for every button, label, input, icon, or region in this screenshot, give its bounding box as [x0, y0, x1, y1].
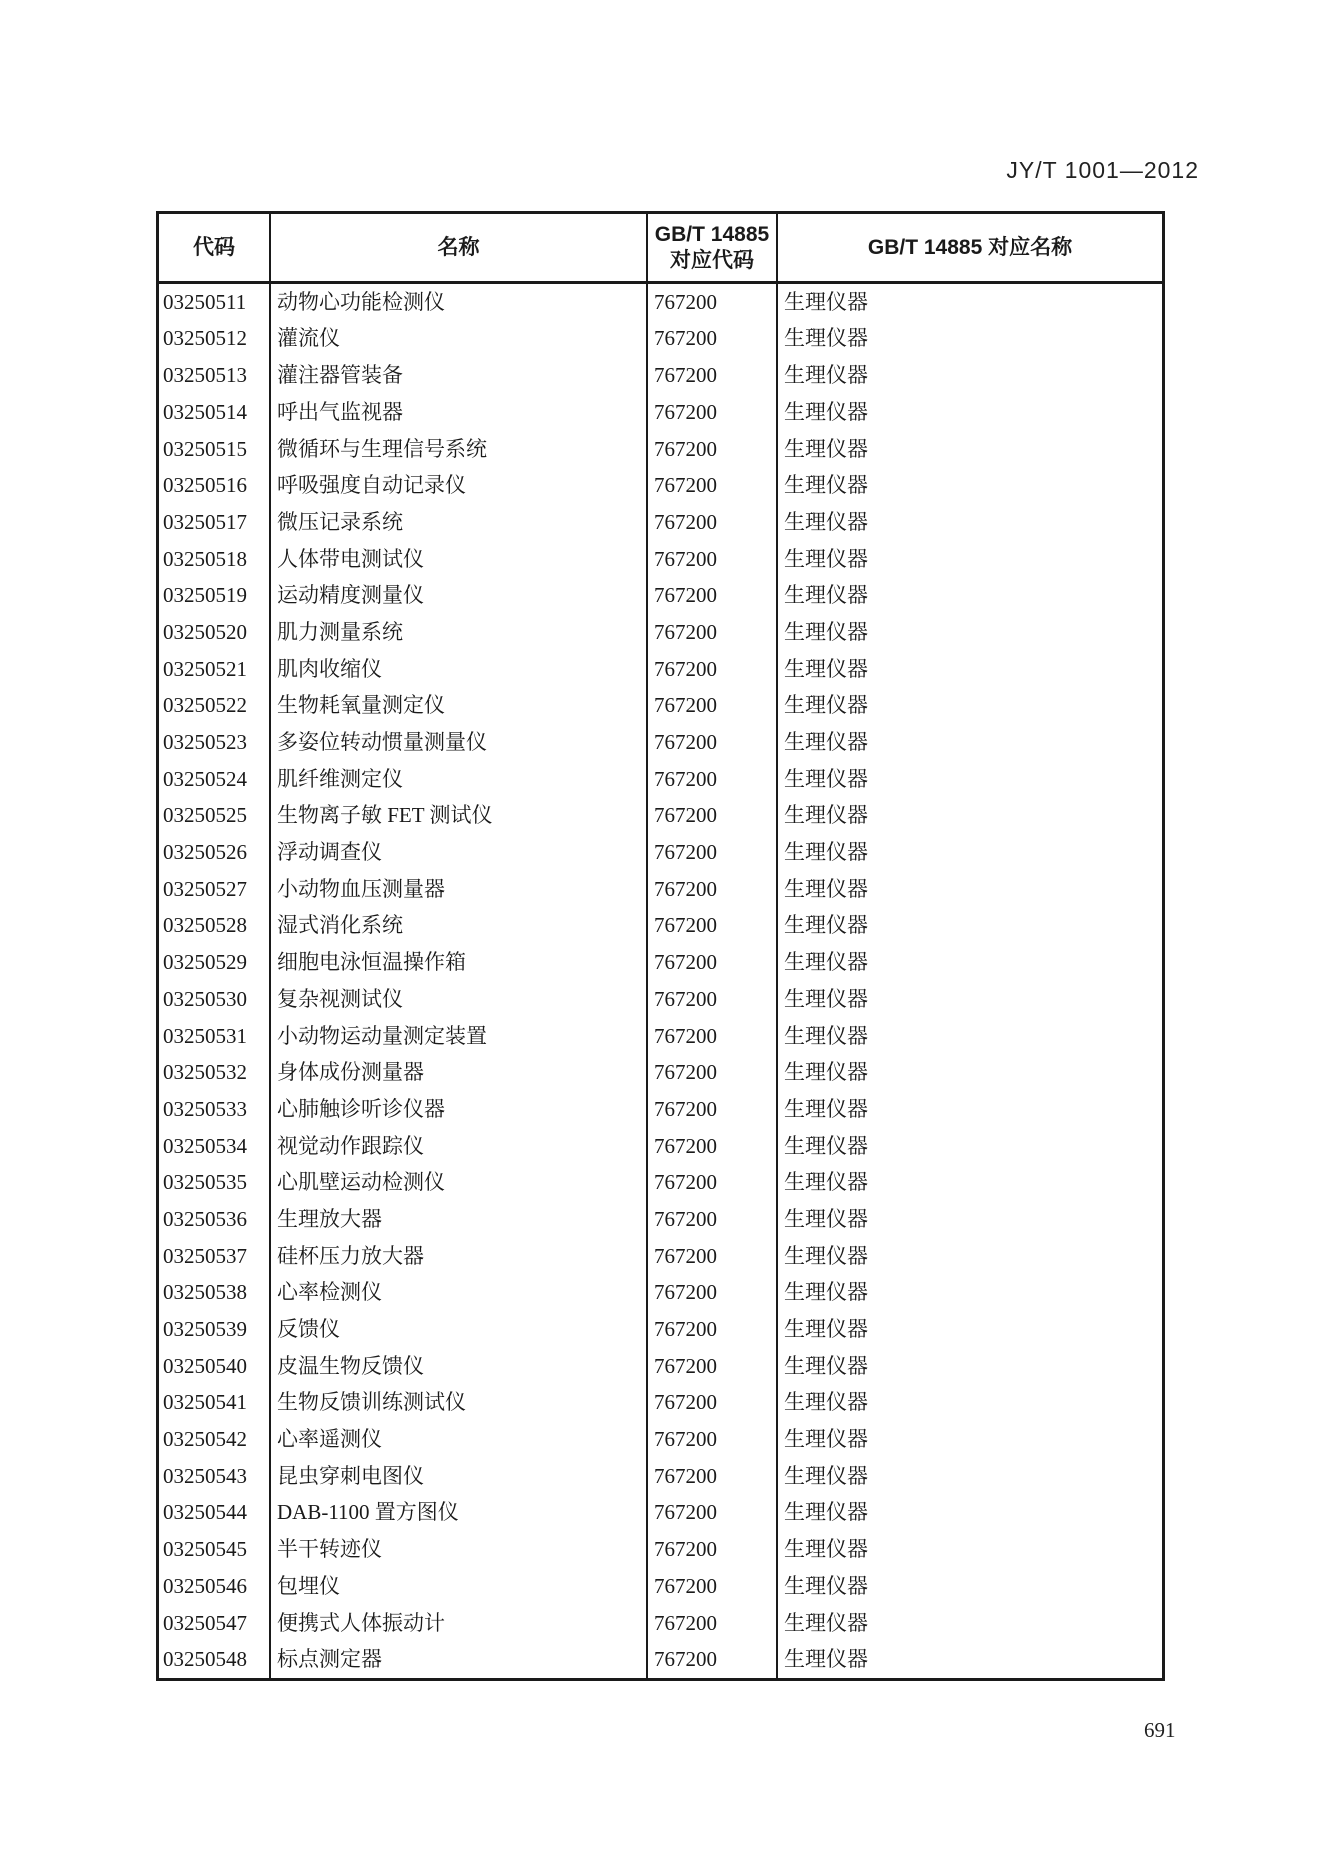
cell-gbt-name: 生理仪器	[776, 981, 1162, 1018]
cell-gbt-code: 767200	[646, 1421, 776, 1458]
cell-gbt-code: 767200	[646, 1165, 776, 1202]
cell-gbt-name: 生理仪器	[776, 908, 1162, 945]
cell-name: 标点测定器	[269, 1641, 646, 1678]
cell-code: 03250531	[163, 1023, 247, 1048]
cell-gbt-code: 767200	[646, 1641, 776, 1678]
code-mapping-table	[156, 211, 1165, 1681]
cell-gbt-name: 生理仪器	[776, 1605, 1162, 1642]
standard-number: JY/T 1001—2012	[1006, 157, 1199, 183]
cell-name: 微循环与生理信号系统	[269, 431, 646, 468]
cell-code: 03250530	[163, 986, 247, 1011]
cell-gbt-code: 767200	[646, 1385, 776, 1422]
cell-gbt-code: 767200	[646, 578, 776, 615]
header-code	[159, 214, 269, 284]
cell-name: 便携式人体振动计	[269, 1605, 646, 1642]
cell-name: 灌注器管装备	[269, 357, 646, 394]
cell-code: 03250515	[163, 436, 247, 461]
cell-gbt-code: 767200	[646, 724, 776, 761]
cell-gbt-name: 生理仪器	[776, 1568, 1162, 1605]
cell-name: 生物反馈训练测试仪	[269, 1385, 646, 1422]
page-number: 691	[1144, 1718, 1176, 1742]
cell-name: 小动物运动量测定装置	[269, 1018, 646, 1055]
header-gbt-name-label: GB/T 14885 对应名称	[867, 235, 1073, 259]
cell-code: 03250522	[163, 693, 247, 718]
cell-name: 心肌壁运动检测仪	[269, 1165, 646, 1202]
cell-name: 心肺触诊听诊仪器	[269, 1091, 646, 1128]
cell-code: 03250537	[163, 1243, 247, 1268]
cell-code: 03250538	[163, 1280, 247, 1305]
cell-code: 03250512	[163, 326, 247, 351]
cell-code: 03250513	[163, 363, 247, 388]
cell-code: 03250536	[163, 1206, 247, 1231]
cell-gbt-name: 生理仪器	[776, 871, 1162, 908]
cell-gbt-code: 767200	[646, 688, 776, 725]
cell-name: 生物耗氧量测定仪	[269, 688, 646, 725]
cell-gbt-name: 生理仪器	[776, 1531, 1162, 1568]
cell-code: 03250532	[163, 1060, 247, 1085]
cell-name: DAB-1100 置方图仪	[269, 1495, 646, 1532]
cell-gbt-name: 生理仪器	[776, 614, 1162, 651]
cell-code: 03250516	[163, 473, 247, 498]
cell-name: 生理放大器	[269, 1201, 646, 1238]
cell-name: 心率遥测仪	[269, 1421, 646, 1458]
cell-name: 动物心功能检测仪	[269, 284, 646, 321]
cell-gbt-code: 767200	[646, 981, 776, 1018]
cell-code: 03250540	[163, 1353, 247, 1378]
cell-name: 细胞电泳恒温操作箱	[269, 944, 646, 981]
cell-name: 多姿位转动惯量测量仪	[269, 724, 646, 761]
cell-code: 03250526	[163, 840, 247, 865]
cell-gbt-code: 767200	[646, 1605, 776, 1642]
cell-name: 呼出气监视器	[269, 394, 646, 431]
cell-gbt-name: 生理仪器	[776, 467, 1162, 504]
cell-gbt-code: 767200	[646, 1311, 776, 1348]
cell-name: 呼吸强度自动记录仪	[269, 467, 646, 504]
header-gbt-code	[646, 214, 776, 284]
cell-name: 微压记录系统	[269, 504, 646, 541]
cell-name: 包埋仪	[269, 1568, 646, 1605]
cell-name: 半干转迹仪	[269, 1531, 646, 1568]
cell-gbt-name: 生理仪器	[776, 1128, 1162, 1165]
cell-gbt-code: 767200	[646, 871, 776, 908]
cell-gbt-name: 生理仪器	[776, 1458, 1162, 1495]
cell-code: 03250523	[163, 730, 247, 754]
cell-gbt-code: 767200	[646, 321, 776, 358]
cell-gbt-code: 767200	[646, 798, 776, 835]
cell-gbt-code: 767200	[646, 1275, 776, 1312]
cell-name: 湿式消化系统	[269, 908, 646, 945]
cell-gbt-code: 767200	[646, 431, 776, 468]
cell-gbt-code: 767200	[646, 1128, 776, 1165]
cell-gbt-code: 767200	[646, 1201, 776, 1238]
cell-gbt-name: 生理仪器	[776, 541, 1162, 578]
cell-gbt-code: 767200	[646, 284, 776, 321]
cell-code: 03250541	[163, 1390, 247, 1415]
cell-code: 03250518	[163, 546, 247, 571]
cell-name: 反馈仪	[269, 1311, 646, 1348]
cell-code: 03250544	[163, 1500, 247, 1525]
cell-gbt-name: 生理仪器	[776, 1385, 1162, 1422]
cell-gbt-code: 767200	[646, 1054, 776, 1091]
cell-gbt-name: 生理仪器	[776, 504, 1162, 541]
cell-gbt-name: 生理仪器	[776, 1054, 1162, 1091]
cell-gbt-name: 生理仪器	[776, 431, 1162, 468]
cell-name: 肌肉收缩仪	[269, 651, 646, 688]
cell-code: 03250545	[163, 1537, 247, 1562]
cell-code: 03250520	[163, 619, 247, 644]
cell-gbt-code: 767200	[646, 1495, 776, 1532]
cell-name: 灌流仪	[269, 321, 646, 358]
cell-code: 03250517	[163, 509, 247, 534]
cell-gbt-name: 生理仪器	[776, 1165, 1162, 1202]
cell-name: 昆虫穿刺电图仪	[269, 1458, 646, 1495]
cell-gbt-code: 767200	[646, 1568, 776, 1605]
cell-code: 03250542	[163, 1427, 247, 1452]
cell-code: 03250543	[163, 1463, 247, 1488]
cell-gbt-code: 767200	[646, 1348, 776, 1385]
cell-gbt-code: 767200	[646, 944, 776, 981]
cell-gbt-name: 生理仪器	[776, 724, 1162, 761]
cell-gbt-name: 生理仪器	[776, 1091, 1162, 1128]
cell-gbt-code: 767200	[646, 541, 776, 578]
cell-gbt-name: 生理仪器	[776, 321, 1162, 358]
cell-gbt-name: 生理仪器	[776, 1641, 1162, 1678]
cell-gbt-code: 767200	[646, 1531, 776, 1568]
cell-gbt-code: 767200	[646, 1458, 776, 1495]
header-gbt-code-line1: GB/T 14885	[654, 223, 770, 247]
cell-gbt-code: 767200	[646, 761, 776, 798]
cell-name: 小动物血压测量器	[269, 871, 646, 908]
cell-gbt-name: 生理仪器	[776, 1421, 1162, 1458]
cell-code: 03250519	[163, 583, 247, 608]
cell-gbt-name: 生理仪器	[776, 1311, 1162, 1348]
cell-name: 皮温生物反馈仪	[269, 1348, 646, 1385]
cell-name: 身体成份测量器	[269, 1054, 646, 1091]
cell-gbt-code: 767200	[646, 394, 776, 431]
cell-gbt-name: 生理仪器	[776, 394, 1162, 431]
cell-code: 03250524	[163, 766, 247, 791]
cell-gbt-name: 生理仪器	[776, 944, 1162, 981]
cell-gbt-code: 767200	[646, 651, 776, 688]
cell-code: 03250521	[163, 656, 247, 681]
cell-gbt-name: 生理仪器	[776, 761, 1162, 798]
cell-gbt-code: 767200	[646, 504, 776, 541]
cell-code: 03250514	[163, 399, 247, 424]
cell-name: 心率检测仪	[269, 1275, 646, 1312]
cell-gbt-name: 生理仪器	[776, 1201, 1162, 1238]
cell-gbt-code: 767200	[646, 908, 776, 945]
cell-name: 视觉动作跟踪仪	[269, 1128, 646, 1165]
cell-gbt-name: 生理仪器	[776, 834, 1162, 871]
cell-code: 03250525	[163, 803, 247, 828]
cell-gbt-code: 767200	[646, 834, 776, 871]
cell-gbt-code: 767200	[646, 614, 776, 651]
cell-code: 03250535	[163, 1170, 247, 1195]
header-name	[269, 214, 646, 284]
cell-name: 复杂视测试仪	[269, 981, 646, 1018]
cell-gbt-code: 767200	[646, 1091, 776, 1128]
cell-gbt-name: 生理仪器	[776, 688, 1162, 725]
cell-gbt-name: 生理仪器	[776, 1495, 1162, 1532]
cell-name: 浮动调查仪	[269, 834, 646, 871]
cell-code: 03250527	[163, 876, 247, 901]
cell-code: 03250529	[163, 950, 247, 975]
cell-name: 硅杯压力放大器	[269, 1238, 646, 1275]
cell-gbt-name: 生理仪器	[776, 1238, 1162, 1275]
cell-gbt-code: 767200	[646, 1018, 776, 1055]
cell-gbt-code: 767200	[646, 1238, 776, 1275]
header-gbt-name	[776, 214, 1162, 284]
cell-name: 人体带电测试仪	[269, 541, 646, 578]
cell-code: 03250534	[163, 1133, 247, 1158]
cell-gbt-name: 生理仪器	[776, 357, 1162, 394]
cell-gbt-name: 生理仪器	[776, 1018, 1162, 1055]
cell-gbt-name: 生理仪器	[776, 1275, 1162, 1312]
cell-name: 肌纤维测定仪	[269, 761, 646, 798]
cell-code: 03250539	[163, 1317, 247, 1341]
cell-gbt-name: 生理仪器	[776, 651, 1162, 688]
header-gbt-code-line2: 对应代码	[670, 248, 754, 272]
cell-gbt-name: 生理仪器	[776, 1348, 1162, 1385]
cell-code: 03250546	[163, 1573, 247, 1598]
cell-name: 生物离子敏 FET 测试仪	[269, 798, 646, 835]
header-name-label: 名称	[437, 235, 480, 259]
cell-code: 03250528	[163, 913, 247, 938]
cell-name: 运动精度测量仪	[269, 578, 646, 615]
header-code-label: 代码	[193, 235, 235, 259]
cell-code: 03250548	[163, 1647, 247, 1672]
cell-gbt-code: 767200	[646, 357, 776, 394]
cell-gbt-name: 生理仪器	[776, 798, 1162, 835]
cell-gbt-code: 767200	[646, 467, 776, 504]
cell-gbt-name: 生理仪器	[776, 284, 1162, 321]
cell-gbt-name: 生理仪器	[776, 578, 1162, 615]
cell-name: 肌力测量系统	[269, 614, 646, 651]
cell-code: 03250533	[163, 1096, 247, 1121]
cell-code: 03250511	[163, 289, 247, 314]
cell-code: 03250547	[163, 1610, 247, 1635]
